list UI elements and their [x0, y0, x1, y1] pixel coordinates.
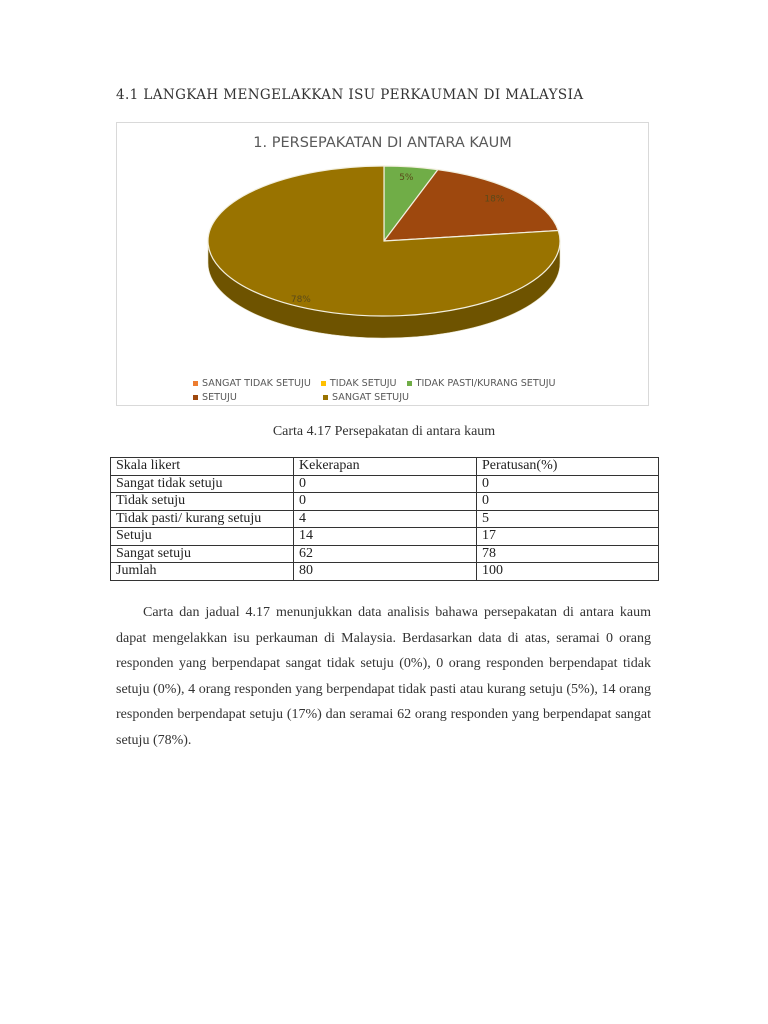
table-header-cell: Skala likert [111, 458, 294, 476]
table-row [111, 528, 659, 546]
table-header-cell: Peratusan(%) [477, 458, 659, 476]
pie-chart-svg [117, 123, 650, 407]
table-cell: 80 [294, 563, 477, 581]
chart-title: 1. PERSEPAKATAN DI ANTARA KAUM [253, 135, 512, 151]
legend-label: TIDAK SETUJU [329, 377, 397, 389]
legend-swatch [407, 381, 412, 386]
legend-swatch [321, 381, 326, 386]
table-cell: 62 [294, 545, 477, 563]
analysis-paragraph: Carta dan jadual 4.17 menunjukkan data analisis bahawa persepakatan di antara kaum dapat mengelakkan isu perkauman di Malaysia. Berdasarkan data di atas, seramai 0 orang responden yang berpendapat sangat tidak setuju (0%), 0 orang responden berpendapat tidak setuju (0%), 4 orang responden yang berpendapat tidak pasti atau kurang setuju (5%), 14 orang responden berpendapat setuju (17%) dan seramai 62 orang responden yang berpendapat sangat setuju (78%). [116, 605, 651, 748]
table-cell: Setuju [111, 528, 294, 546]
table-cell: 100 [477, 563, 659, 581]
table-cell: Jumlah [111, 563, 294, 581]
legend-swatch [193, 395, 198, 400]
pie-data-label: 5% [399, 173, 414, 184]
table-total-row [111, 563, 659, 581]
table-row [111, 493, 659, 511]
section-heading: 4.1 LANGKAH MENGELAKKAN ISU PERKAUMAN DI MALAYSIA [116, 87, 584, 103]
legend-label: SETUJU [202, 391, 237, 403]
table-cell: Tidak setuju [111, 493, 294, 511]
chart-caption: Carta 4.17 Persepakatan di antara kaum [272, 424, 496, 439]
legend-label: SANGAT TIDAK SETUJU [202, 377, 311, 389]
legend-item-setuju [193, 392, 313, 403]
table-row [111, 510, 659, 528]
legend-swatch [323, 395, 328, 400]
table-cell: Tidak pasti/ kurang setuju [111, 510, 294, 528]
chart-legend [193, 376, 633, 404]
table-row [111, 475, 659, 493]
table-cell: 0 [477, 493, 659, 511]
table-cell: Sangat tidak setuju [111, 475, 294, 493]
table-cell: 0 [294, 493, 477, 511]
likert-table [110, 457, 659, 581]
table-cell: 14 [294, 528, 477, 546]
table-cell: 17 [477, 528, 659, 546]
table-cell: 4 [294, 510, 477, 528]
table-row [111, 545, 659, 563]
legend-item-tidak-pasti [407, 378, 556, 389]
table-cell: 5 [477, 510, 659, 528]
table-header-row [111, 458, 659, 476]
table-cell: 78 [477, 545, 659, 563]
table-cell: 0 [294, 475, 477, 493]
legend-swatch [193, 381, 198, 386]
legend-item-tidak-setuju [321, 378, 397, 389]
table-cell: 0 [477, 475, 659, 493]
pie-data-label: 18% [484, 194, 505, 205]
legend-item-sangat-tidak-setuju [193, 378, 311, 389]
pie-chart [116, 122, 649, 406]
legend-label: TIDAK PASTI/KURANG SETUJU [415, 377, 556, 389]
table-header-cell: Kekerapan [294, 458, 477, 476]
legend-item-sangat-setuju [323, 392, 409, 403]
table-cell: Sangat setuju [111, 545, 294, 563]
pie-data-label: 78% [290, 294, 311, 305]
legend-label: SANGAT SETUJU [332, 391, 410, 403]
